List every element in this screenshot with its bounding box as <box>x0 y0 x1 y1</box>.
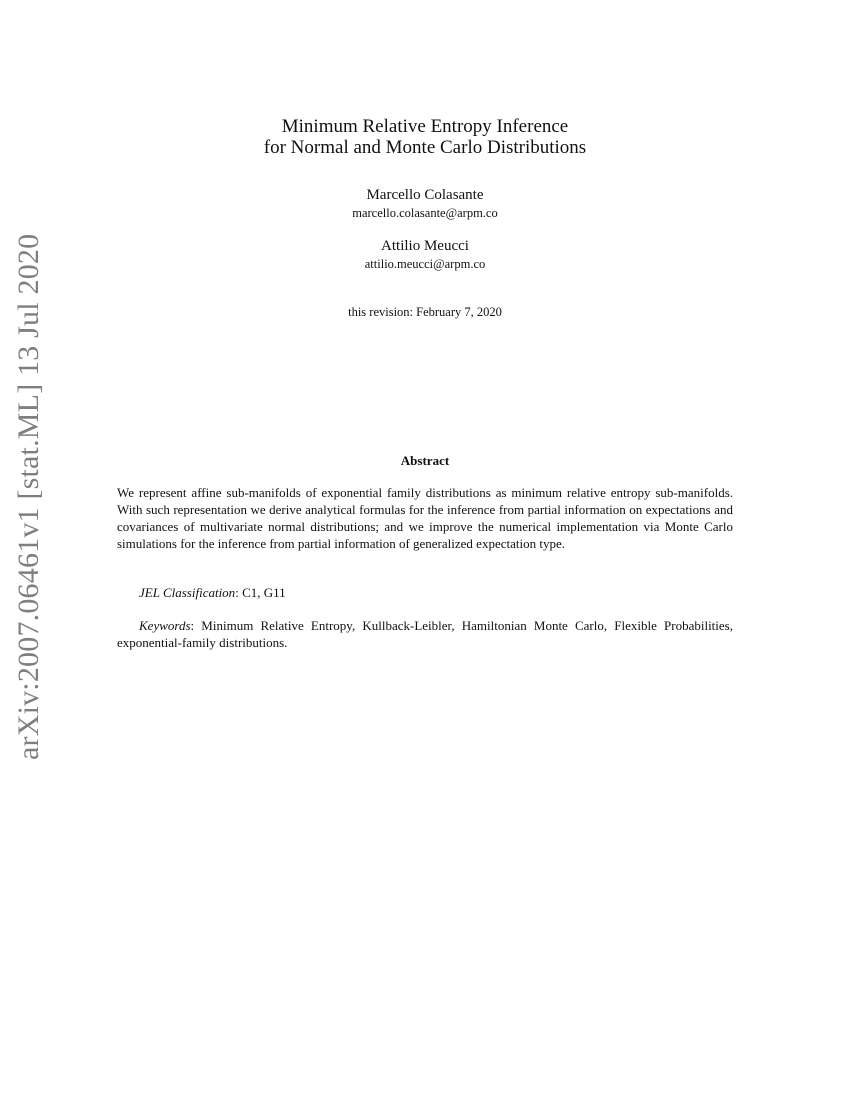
revision-date: this revision: February 7, 2020 <box>348 305 502 319</box>
jel-classification: JEL Classification: C1, G11 <box>139 585 286 600</box>
author-block-2 <box>0 237 850 272</box>
author-email: attilio.meucci@arpm.co <box>364 257 486 271</box>
arxiv-identifier-stamp: arXiv:2007.06461v1 [stat.ML] 13 Jul 2020 <box>12 233 45 760</box>
jel-label: JEL Classification <box>139 585 236 600</box>
abstract-body <box>117 484 733 552</box>
paper-title <box>0 116 850 158</box>
author-email: marcello.colasante@arpm.co <box>352 206 498 220</box>
abstract-text: We represent affine sub-manifolds of exponential family distributions as minimum relative entropy sub-manifolds. With such representation we derive analytical formulas for the inference from partial information on expectations and covariances of multivariate normal distributions; and we improve the numerical implementation via Monte Carlo simulations for the inference from partial information of generalized expectation type. <box>117 485 733 551</box>
paper-title-line-2: for Normal and Monte Carlo Distributions <box>263 137 587 158</box>
keywords-label: Keywords <box>139 618 191 633</box>
author-block-1 <box>0 186 850 221</box>
jel-value: C1, G11 <box>242 585 286 600</box>
abstract-heading: Abstract <box>400 453 450 468</box>
paper-title-line-1: Minimum Relative Entropy Inference <box>281 116 569 137</box>
keywords-value: Minimum Relative Entropy, Kullback-Leibler, Hamiltonian Monte Carlo, Flexible Probabilities, exponential-family distributions. <box>117 618 733 650</box>
author-name: Marcello Colasante <box>366 187 484 203</box>
keywords: Keywords: Minimum Relative Entropy, Kullback-Leibler, Hamiltonian Monte Carlo, Flexible Probabilities, exponential-family distributions. <box>117 618 733 650</box>
author-name: Attilio Meucci <box>381 238 469 254</box>
